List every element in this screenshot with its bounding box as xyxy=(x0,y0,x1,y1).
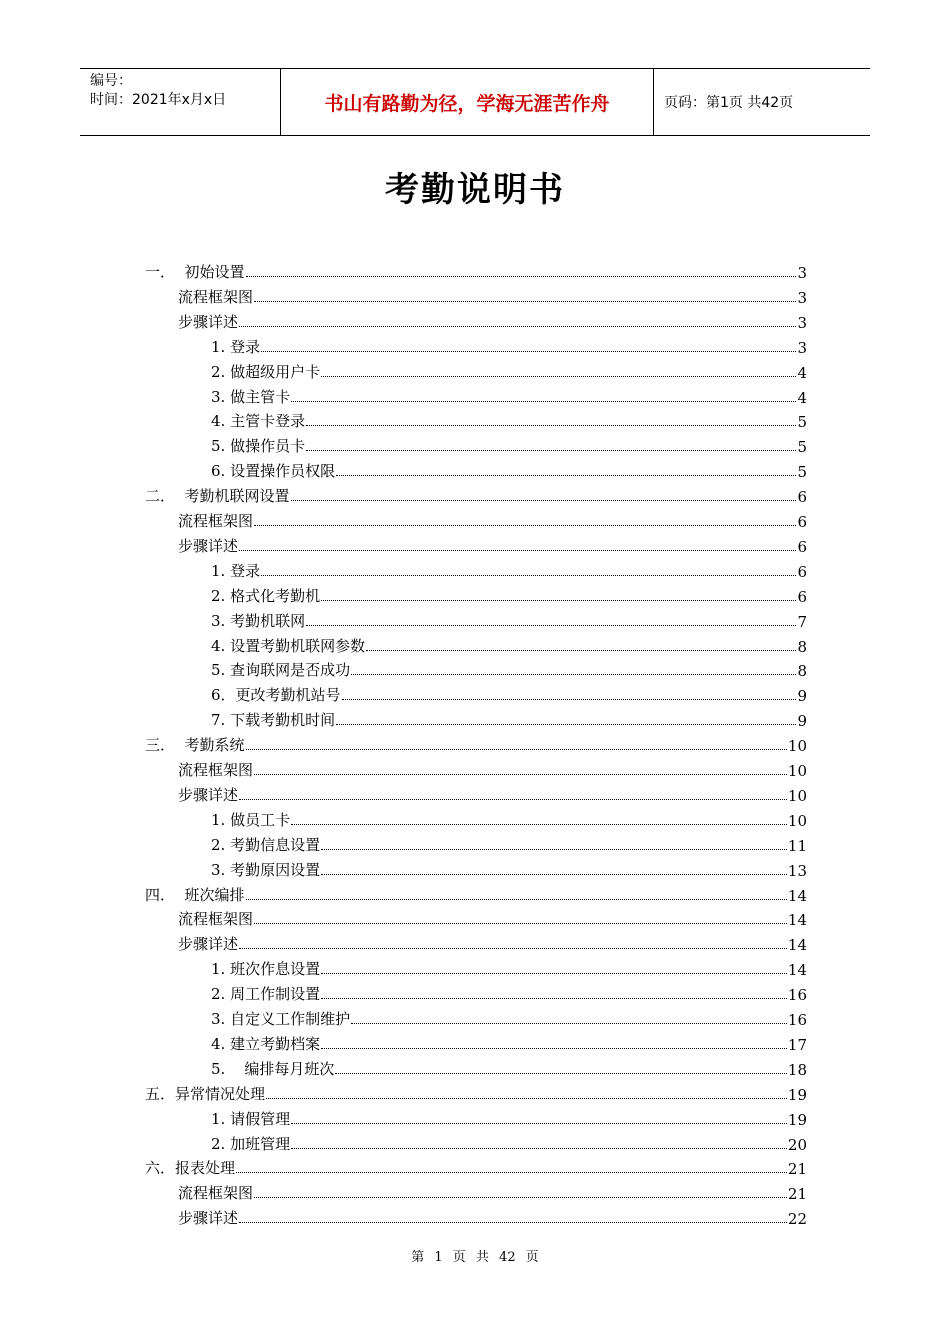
toc-dot-leader xyxy=(254,922,787,924)
toc-entry-label: 流程框架图 xyxy=(178,761,254,779)
toc-entry-label: 3. 考勤机联网 xyxy=(211,611,306,630)
header-motto: 书山有路勤为径，学海无涯苦作舟 xyxy=(281,69,654,135)
toc-entry-page: 9 xyxy=(797,687,807,706)
toc-entry-page: 10 xyxy=(787,762,807,780)
toc-dot-leader xyxy=(291,400,796,402)
document-time: 时间：2021年x月x日 xyxy=(90,92,227,108)
toc-entry-page: 17 xyxy=(787,1035,807,1054)
toc-dot-leader xyxy=(351,1022,787,1024)
toc-entry-page: 8 xyxy=(797,637,807,656)
toc-entry[interactable] xyxy=(211,333,807,357)
toc-entry-label: 4. 主管卡登录 xyxy=(211,412,306,431)
toc-entry-page: 16 xyxy=(787,986,807,1005)
toc-dot-leader xyxy=(291,823,787,825)
toc-entry-label: 2. 考勤信息设置 xyxy=(211,835,321,854)
toc-entry-label: 步骤详述 xyxy=(178,785,239,804)
toc-dot-leader xyxy=(266,1097,787,1099)
toc-entry-page: 10 xyxy=(787,737,807,756)
toc-entry[interactable] xyxy=(211,432,807,456)
toc-entry-page: 16 xyxy=(787,1011,807,1029)
header-page-info: 页码：第1页 共42页 xyxy=(664,95,794,111)
toc-entry-label: 四． 班次编排 xyxy=(145,885,245,904)
toc-entry-page: 14 xyxy=(787,886,807,905)
toc-dot-leader xyxy=(246,898,787,900)
toc-entry[interactable] xyxy=(178,532,807,556)
toc-entry-label: 4. 设置考勤机联网参数 xyxy=(211,636,366,655)
toc-dot-leader xyxy=(306,449,796,451)
toc-entry[interactable] xyxy=(145,881,807,905)
toc-dot-leader xyxy=(239,325,796,327)
toc-dot-leader xyxy=(246,748,787,750)
toc-entry-page: 8 xyxy=(797,662,807,681)
toc-dot-leader xyxy=(321,375,796,377)
page-header xyxy=(80,68,870,136)
toc-dot-leader xyxy=(321,1047,787,1049)
toc-entry[interactable] xyxy=(211,407,807,431)
toc-entry-label: 1. 班次作息设置 xyxy=(211,960,321,979)
toc-entry[interactable] xyxy=(178,756,807,780)
toc-entry[interactable] xyxy=(211,955,807,979)
toc-dot-leader xyxy=(336,723,796,725)
toc-entry[interactable] xyxy=(211,980,807,1004)
toc-dot-leader xyxy=(254,300,796,302)
toc-entry-label: 流程框架图 xyxy=(178,910,254,929)
toc-entry-label: 一． 初始设置 xyxy=(145,263,245,281)
toc-entry[interactable] xyxy=(211,607,807,631)
toc-entry-page: 6 xyxy=(797,488,807,507)
toc-entry-label: 6．更改考勤机站号 xyxy=(211,686,341,705)
toc-entry-page: 5 xyxy=(797,413,807,432)
toc-dot-leader xyxy=(321,848,787,850)
toc-entry-page: 5 xyxy=(797,463,807,482)
toc-entry-page: 14 xyxy=(787,936,807,955)
toc-entry-page: 5 xyxy=(797,438,807,457)
toc-entry-page: 6 xyxy=(797,513,807,531)
toc-entry-label: 五．异常情况处理 xyxy=(145,1084,266,1103)
toc-entry-label: 流程框架图 xyxy=(178,512,254,530)
toc-dot-leader xyxy=(254,1196,787,1198)
toc-entry[interactable] xyxy=(145,258,807,282)
toc-entry[interactable] xyxy=(211,806,807,830)
toc-dot-leader xyxy=(261,350,796,352)
toc-entry-page: 10 xyxy=(787,811,807,830)
toc-dot-leader xyxy=(351,673,796,675)
toc-entry-page: 10 xyxy=(787,786,807,805)
toc-entry[interactable] xyxy=(211,632,807,656)
toc-entry[interactable] xyxy=(178,781,807,805)
toc-entry-page: 3 xyxy=(797,338,807,357)
toc-entry[interactable] xyxy=(211,1005,807,1029)
toc-dot-leader xyxy=(306,624,796,626)
toc-entry-page: 21 xyxy=(787,1185,807,1204)
toc-entry-page: 14 xyxy=(787,911,807,930)
toc-entry[interactable] xyxy=(211,582,807,606)
toc-entry[interactable] xyxy=(211,1130,807,1154)
toc-entry[interactable] xyxy=(211,831,807,855)
toc-dot-leader xyxy=(291,499,797,501)
toc-entry-page: 3 xyxy=(797,313,807,332)
toc-entry-page: 18 xyxy=(787,1060,807,1079)
toc-dot-leader xyxy=(239,798,787,800)
toc-entry-label: 二． 考勤机联网设置 xyxy=(145,487,290,506)
toc-entry-page: 4 xyxy=(797,388,807,407)
toc-entry-label: 2. 格式化考勤机 xyxy=(211,586,321,605)
toc-entry[interactable] xyxy=(178,308,807,332)
toc-dot-leader xyxy=(342,698,797,700)
toc-entry-page: 7 xyxy=(797,612,807,631)
toc-dot-leader xyxy=(239,947,787,949)
toc-entry-page: 14 xyxy=(787,961,807,980)
toc-entry[interactable] xyxy=(211,557,807,581)
toc-entry-page: 4 xyxy=(797,363,807,382)
toc-dot-leader xyxy=(254,524,796,526)
toc-entry-page: 3 xyxy=(797,264,807,282)
toc-entry-page: 9 xyxy=(797,712,807,731)
toc-entry[interactable] xyxy=(178,283,807,307)
toc-entry-page: 6 xyxy=(797,587,807,606)
toc-dot-leader xyxy=(321,873,787,875)
toc-entry-label: 六．报表处理 xyxy=(145,1159,236,1178)
toc-entry-label: 5. 编排每月班次 xyxy=(211,1059,335,1078)
toc-entry[interactable] xyxy=(145,1154,807,1178)
toc-entry-label: 步骤详述 xyxy=(178,935,239,954)
toc-entry[interactable] xyxy=(145,1080,807,1104)
toc-dot-leader xyxy=(335,1072,787,1074)
toc-entry-label: 3. 考勤原因设置 xyxy=(211,860,321,879)
toc-entry[interactable] xyxy=(178,1179,807,1203)
toc-dot-leader xyxy=(239,549,796,551)
toc-entry-label: 1. 做员工卡 xyxy=(211,810,291,829)
toc-entry-label: 1. 请假管理 xyxy=(211,1109,291,1128)
toc-entry-label: 2. 周工作制设置 xyxy=(211,985,321,1004)
toc-entry[interactable] xyxy=(211,383,807,407)
toc-dot-leader xyxy=(236,1171,787,1173)
toc-dot-leader xyxy=(261,574,796,576)
toc-dot-leader xyxy=(321,997,787,999)
toc-dot-leader xyxy=(336,474,796,476)
toc-dot-leader xyxy=(291,1122,787,1124)
toc-entry-label: 5. 查询联网是否成功 xyxy=(211,661,351,680)
toc-entry[interactable] xyxy=(145,482,807,506)
toc-dot-leader xyxy=(239,1221,787,1223)
toc-entry-label: 1. 登录 xyxy=(211,561,261,580)
toc-entry-label: 步骤详述 xyxy=(178,1209,239,1228)
toc-entry-label: 流程框架图 xyxy=(178,287,254,306)
page-footer: 第 1 页 共 42 页 xyxy=(411,1250,539,1265)
toc-dot-leader xyxy=(291,1147,787,1149)
toc-entry[interactable] xyxy=(145,731,807,755)
toc-entry[interactable] xyxy=(178,1204,807,1228)
toc-entry-label: 6. 设置操作员权限 xyxy=(211,462,336,481)
toc-entry-page: 19 xyxy=(787,1085,807,1104)
toc-entry[interactable] xyxy=(178,930,807,954)
toc-entry[interactable] xyxy=(211,681,807,705)
toc-entry[interactable] xyxy=(211,856,807,880)
document-number-label: 编号： xyxy=(90,73,132,89)
toc-entry[interactable] xyxy=(211,358,807,382)
toc-entry[interactable] xyxy=(211,1105,807,1129)
toc-entry-label: 1. 登录 xyxy=(211,337,261,356)
toc-entry[interactable] xyxy=(178,507,807,531)
toc-entry[interactable] xyxy=(211,1030,807,1054)
toc-entry[interactable] xyxy=(211,457,807,481)
toc-entry-page: 21 xyxy=(787,1160,807,1179)
toc-entry-page: 19 xyxy=(787,1110,807,1129)
toc-entry-label: 流程框架图 xyxy=(178,1184,254,1203)
toc-dot-leader xyxy=(321,599,796,601)
toc-entry-label: 2. 加班管理 xyxy=(211,1134,291,1153)
toc-entry[interactable] xyxy=(211,656,807,680)
toc-entry-page: 11 xyxy=(787,836,807,855)
toc-entry[interactable] xyxy=(211,1055,807,1079)
toc-entry[interactable] xyxy=(211,706,807,730)
toc-dot-leader xyxy=(306,424,796,426)
toc-dot-leader xyxy=(246,275,797,277)
toc-entry-page: 20 xyxy=(787,1135,807,1154)
toc-entry-page: 3 xyxy=(797,288,807,307)
toc-entry-label: 5. 做操作员卡 xyxy=(211,437,306,456)
toc-entry-label: 三． 考勤系统 xyxy=(145,736,245,755)
toc-dot-leader xyxy=(321,972,787,974)
header-meta xyxy=(80,69,281,135)
toc-entry-label: 步骤详述 xyxy=(178,536,239,555)
toc-entry-label: 2. 做超级用户卡 xyxy=(211,362,321,381)
toc-entry-page: 6 xyxy=(797,537,807,556)
toc-entry-label: 3. 做主管卡 xyxy=(211,387,291,406)
toc-entry-label: 3. 自定义工作制维护 xyxy=(211,1010,351,1028)
toc-entry-label: 4. 建立考勤档案 xyxy=(211,1034,321,1053)
toc-entry-page: 13 xyxy=(787,861,807,880)
toc-dot-leader xyxy=(366,649,796,651)
document-title: 考勤说明书 xyxy=(385,170,565,210)
toc-entry-page: 6 xyxy=(797,562,807,581)
toc-entry-label: 7. 下载考勤机时间 xyxy=(211,711,336,730)
toc-entry[interactable] xyxy=(178,905,807,929)
toc-dot-leader xyxy=(254,773,787,775)
toc-entry-page: 22 xyxy=(787,1210,807,1229)
toc-entry-label: 步骤详述 xyxy=(178,312,239,331)
